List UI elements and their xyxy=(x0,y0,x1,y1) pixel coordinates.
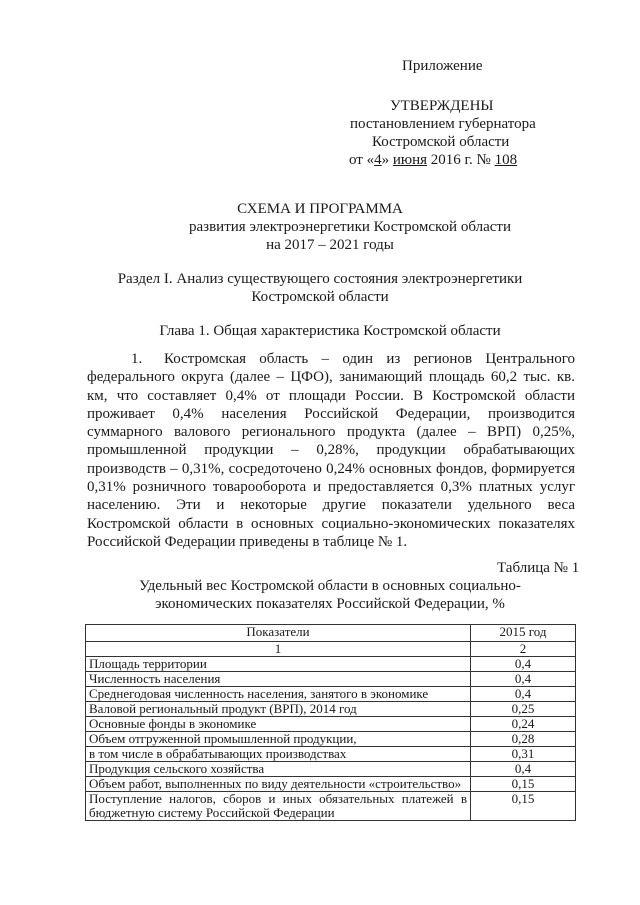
header-year: 2015 год xyxy=(471,625,576,642)
date-prefix: от « xyxy=(349,152,375,168)
table-header-row xyxy=(86,625,576,642)
table-row xyxy=(86,777,576,792)
date-day: 4 xyxy=(374,152,382,168)
row-indicator: Объем работ, выполненных по виду деятельности «строительство» xyxy=(86,777,471,792)
paragraph-number: 1. xyxy=(131,351,143,367)
table-row xyxy=(86,702,576,717)
body-paragraph xyxy=(87,350,575,551)
row-value: 0,28 xyxy=(471,732,576,747)
row-value: 0,4 xyxy=(471,672,576,687)
table-label: Таблица № 1 xyxy=(497,560,580,576)
row-value: 0,25 xyxy=(471,702,576,717)
table-row xyxy=(86,717,576,732)
row-value: 0,31 xyxy=(471,747,576,762)
section-heading-1: Раздел I. Анализ существующего состояния электроэнергетики xyxy=(117,271,523,287)
date-mid: » xyxy=(381,152,393,168)
row-indicator: Продукция сельского хозяйства xyxy=(86,762,471,777)
table-caption-2: экономических показателях Российской Федерации, % xyxy=(155,596,505,612)
approval-date-line xyxy=(349,151,517,169)
table-row xyxy=(86,747,576,762)
section-heading-2: Костромской области xyxy=(251,289,389,305)
document-title: СХЕМА И ПРОГРАММА xyxy=(237,201,403,217)
indicators-table xyxy=(85,624,576,821)
table-caption-1: Удельный вес Костромской области в основных социально- xyxy=(139,578,521,594)
row-indicator: Площадь территории xyxy=(86,657,471,672)
row-value: 0,4 xyxy=(471,657,576,672)
row-indicator: Численность населения xyxy=(86,672,471,687)
header-indicator: Показатели xyxy=(86,625,471,642)
table-row xyxy=(86,687,576,702)
table-column-number-row xyxy=(86,642,576,657)
row-value: 0,15 xyxy=(471,792,576,821)
appendix-label: Приложение xyxy=(402,58,483,74)
approved-by-line: постановлением губернатора xyxy=(350,116,536,132)
table-row xyxy=(86,672,576,687)
approved-heading: УТВЕРЖДЕНЫ xyxy=(390,98,494,114)
date-year: 2016 г. № xyxy=(427,152,495,168)
row-value: 0,15 xyxy=(471,777,576,792)
document-subtitle-1: развития электроэнергетики Костромской области xyxy=(189,219,511,235)
row-indicator: Объем отгруженной промышленной продукции, xyxy=(86,732,471,747)
approved-region-line: Костромской области xyxy=(372,134,510,150)
paragraph-text: Костромская область – один из регионов Центрального федерального округа (далее – ЦФО), занимающий площадь 60,2 тыс. кв. км, что составляет 0,4% от площади России. В Костромской области проживает 0,4% населения Российской Федерации, производится суммарного валового регионального продукта (далее – ВРП) 0,25%, промышленной продукции – 0,28%, продукции обрабатывающих производств – 0,31%, сосредоточено 0,24% основных фондов, формируется 0,31% розничного товарооборота и предоставляется 0,3% платных услуг населению. Эти и некоторые другие показатели удельного веса Костромской области в основных социально-экономических показателях Российской Федерации приведены в таблице № 1. xyxy=(87,351,575,550)
row-indicator: Поступление налогов, сборов и иных обязательных платежей в бюджетную систему Российской Федерации xyxy=(86,792,471,821)
row-indicator: в том числе в обрабатывающих производствах xyxy=(86,747,471,762)
table-row xyxy=(86,762,576,777)
row-value: 0,24 xyxy=(471,717,576,732)
date-month: июня xyxy=(392,152,428,168)
table-row xyxy=(86,792,576,821)
row-value: 0,4 xyxy=(471,762,576,777)
table-row xyxy=(86,732,576,747)
document-subtitle-2: на 2017 – 2021 годы xyxy=(266,237,394,253)
row-indicator: Валовой региональный продукт (ВРП), 2014 год xyxy=(86,702,471,717)
column-number-2: 2 xyxy=(471,642,576,657)
row-indicator: Среднегодовая численность населения, занятого в экономике xyxy=(86,687,471,702)
column-number-1: 1 xyxy=(86,642,471,657)
decree-number: 108 xyxy=(494,152,518,168)
chapter-heading: Глава 1. Общая характеристика Костромской области xyxy=(159,323,501,339)
row-indicator: Основные фонды в экономике xyxy=(86,717,471,732)
row-value: 0,4 xyxy=(471,687,576,702)
table-row xyxy=(86,657,576,672)
